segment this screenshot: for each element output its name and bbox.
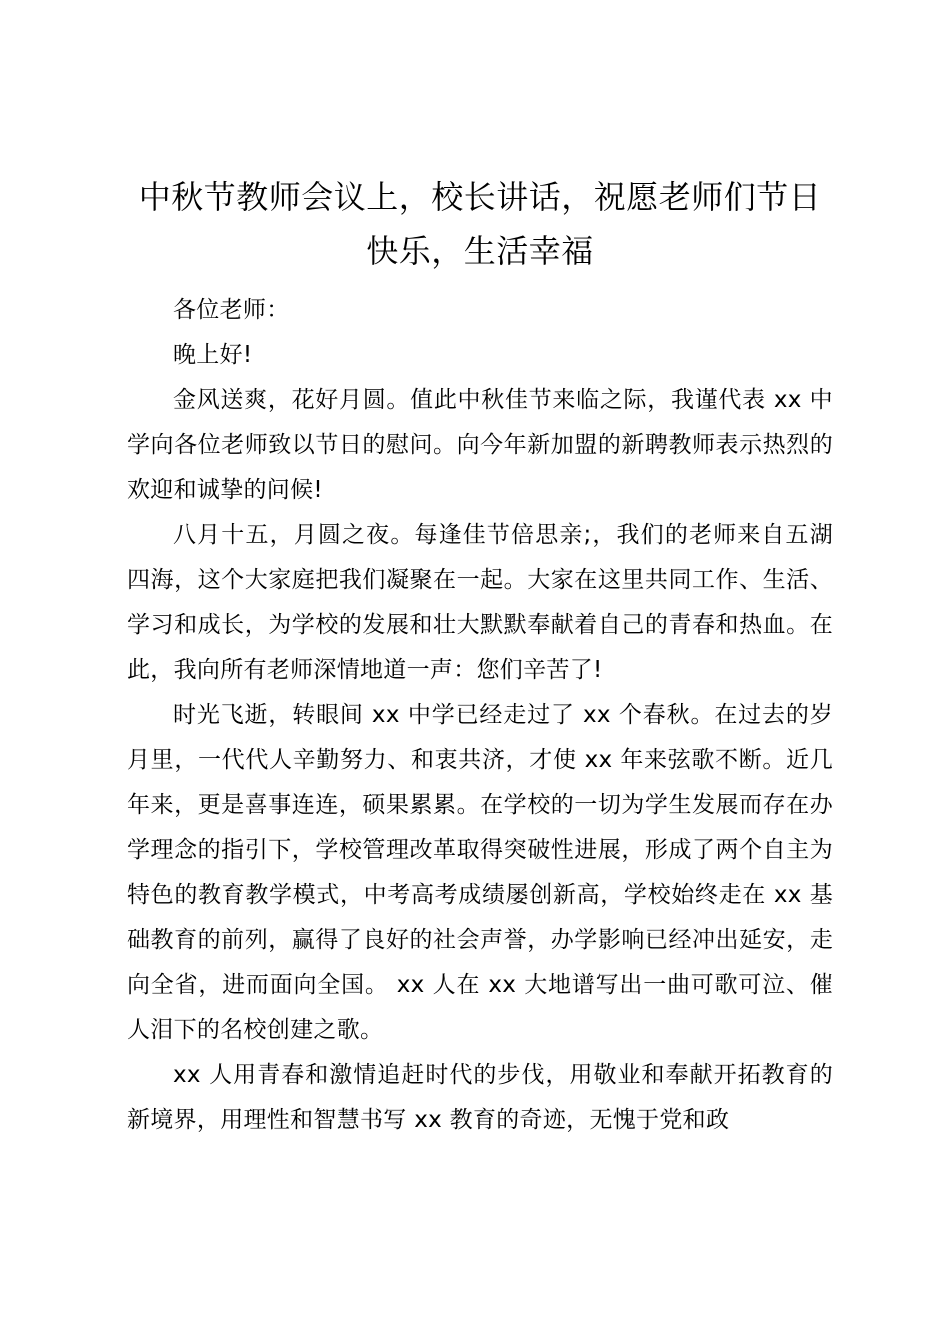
document-page [127, 170, 833, 1143]
document-title: 中秋节教师会议上，校长讲话，祝愿老师们节日快乐，生活幸福 [138, 178, 822, 270]
paragraph: 金风送爽，花好月圆。值此中秋佳节来临之际，我谨代表 xx 中学向各位老师致以节日的慰问。向今年新加盟的新聘教师表示热烈的欢迎和诚挚的问候! [127, 387, 833, 503]
paragraph: xx 人用青春和激情追赶时代的步伐，用敬业和奉献开拓教育的新境界，用理性和智慧书写 xx 教育的奇迹，无愧于党和政 [127, 1062, 833, 1133]
salutation: 各位老师： [173, 297, 290, 323]
paragraph: 时光飞逝，转眼间 xx 中学已经走过了 xx 个春秋。在过去的岁月里，一代代人辛勤努力、和衷共济，才使 xx 年来弦歌不断。近几年来，更是喜事连连，硕果累累。在学校的一切为学生发展而存在办学理念的指引下，学校管理改革取得突破性进展，形成了两个自主为特色的教育教学模式，中考高考成绩屡创新高，学校始终走在 xx 基础教育的前列，赢得了良好的社会声誉，办学影响已经冲出延安，走向全省，进而面向全国。 xx 人在 xx 大地谱写出一曲可歌可泣、催人泪下的名校创建之歌。 [127, 702, 833, 1043]
greeting: 晚上好! [173, 342, 253, 368]
paragraph: 八月十五，月圆之夜。每逢佳节倍思亲;，我们的老师来自五湖四海，这个大家庭把我们凝聚在一起。大家在这里共同工作、生活、学习和成长，为学校的发展和壮大默默奉献着自己的青春和热血。在此，我向所有老师深情地道一声：您们辛苦了! [127, 522, 833, 683]
